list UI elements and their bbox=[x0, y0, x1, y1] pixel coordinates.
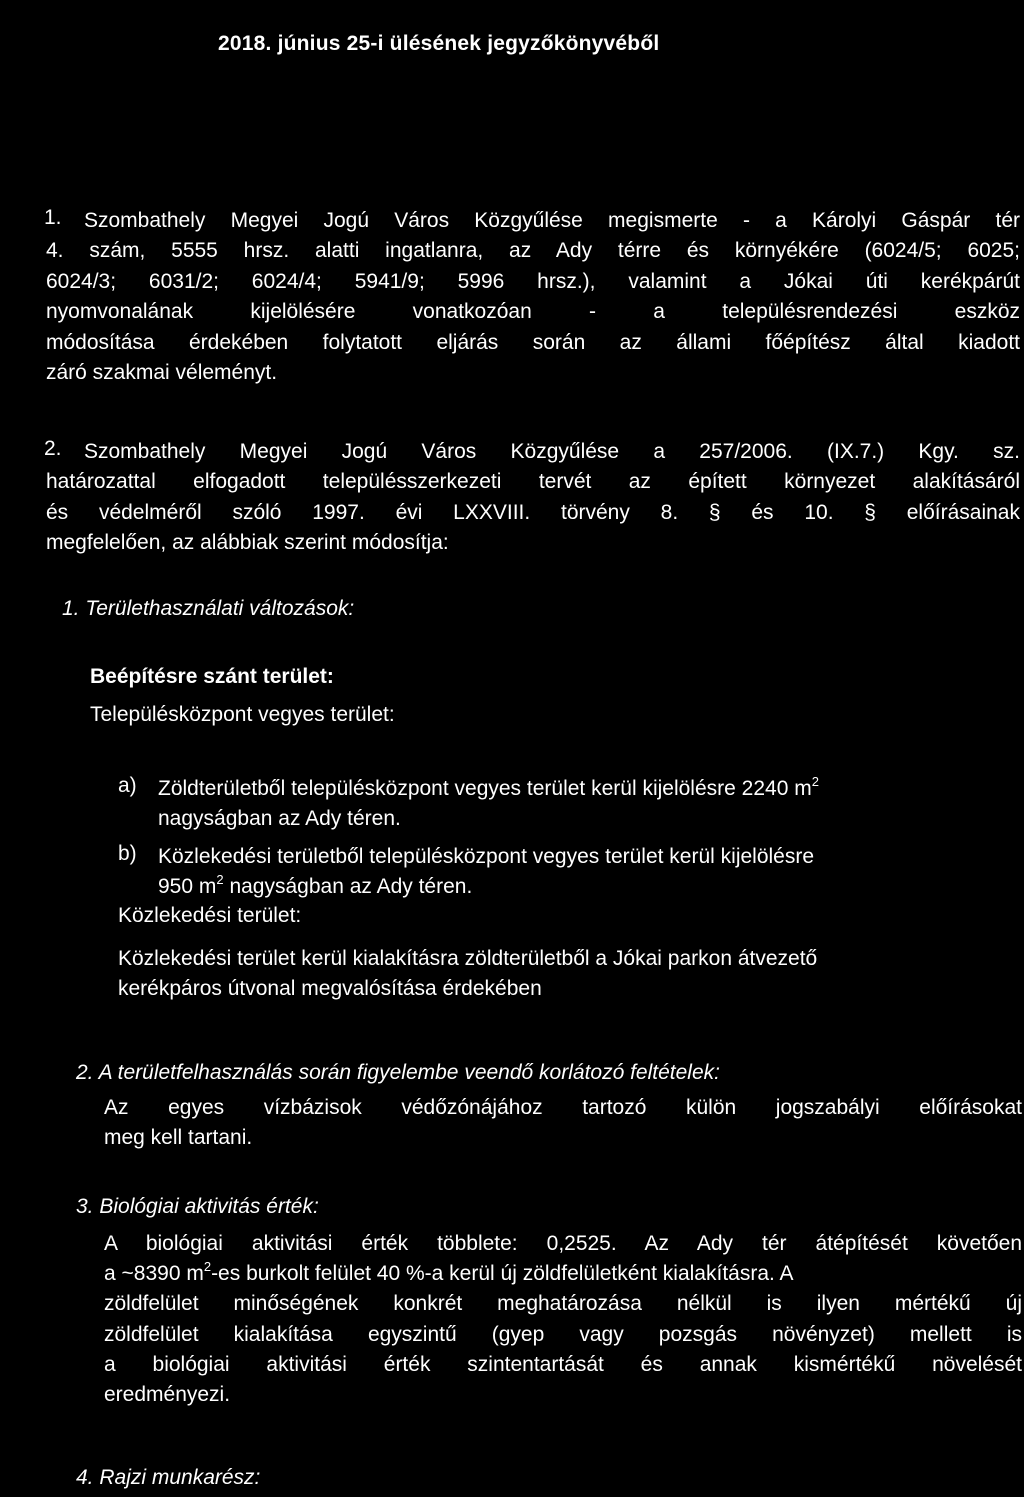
section-3-line: zöldfelület minőségének konkrét meghatározása nélkül is ilyen mértékű új bbox=[104, 1292, 1022, 1316]
paragraph-1-line: 4. szám, 5555 hrsz. alatti ingatlanra, az Ady térre és környékére (6024/5; 6025; bbox=[46, 239, 1020, 262]
paragraph-2-body bbox=[46, 467, 1020, 559]
section-3-line: a biológiai aktivitási érték szintentartását és annak kismértékű növelését bbox=[104, 1352, 1022, 1376]
section-1-heading: 1. Területhasználati változások: bbox=[62, 597, 355, 620]
document-title: 2018. június 25-i ülésének jegyzőkönyvéből bbox=[218, 32, 660, 55]
paragraph-2-line: határozattal elfogadott településszerkezeti tervét az épített környezet alakításáról bbox=[46, 470, 1020, 493]
item-a-line1: Zöldterületből településközpont vegyes terület kerül kijelölésre 2240 m bbox=[158, 777, 812, 800]
section-2-line1: Az egyes vízbázisok védőzónájához tartozó külön jogszabályi előírásokat bbox=[104, 1096, 1022, 1119]
section-2-text bbox=[104, 1093, 1022, 1153]
section-3-text bbox=[104, 1229, 1022, 1410]
paragraph-2 bbox=[84, 437, 1020, 467]
paragraph-1-line: módosítása érdekében folytatott eljárás során az állami főépítész által kiadott bbox=[46, 330, 1020, 354]
paragraph-1-line: 6024/3; 6031/2; 6024/4; 5941/9; 5996 hrsz.), valamint a Jókai úti kerékpárút bbox=[46, 269, 1020, 293]
paragraph-1-line: Szombathely Megyei Jogú Város Közgyűlése megismerte - a Károlyi Gáspár tér bbox=[84, 209, 1020, 232]
item-b-text bbox=[158, 842, 1022, 902]
traffic-line2: kerékpáros útvonal megvalósítása érdekében bbox=[118, 977, 542, 1000]
traffic-line1: Közlekedési terület kerül kialakításra zöldterületből a Jókai parkon átvezető bbox=[118, 947, 818, 970]
section-1-subheading: Beépítésre szánt terület: bbox=[90, 665, 334, 688]
section-3-line: A biológiai aktivitási érték többlete: 0,2525. Az Ady tér átépítését követően bbox=[104, 1232, 1022, 1255]
paragraph-2-line: Szombathely Megyei Jogú Város Közgyűlése a 257/2006. (IX.7.) Kgy. sz. bbox=[84, 440, 1020, 463]
section-3-heading: 3. Biológiai aktivitás érték: bbox=[76, 1195, 319, 1218]
superscript: 2 bbox=[811, 774, 819, 789]
superscript: 2 bbox=[203, 1259, 212, 1275]
section-3-line bbox=[104, 1259, 1022, 1289]
paragraph-2-number: 2. bbox=[44, 437, 62, 460]
item-b-line1: Közlekedési területből településközpont vegyes terület kerül kijelölésre bbox=[158, 845, 815, 868]
paragraph-1-body bbox=[46, 236, 1020, 389]
paragraph-1 bbox=[84, 206, 1020, 236]
section-2-line2: meg kell tartani. bbox=[104, 1126, 253, 1149]
section-3-line2-rest: -es burkolt felület 40 %-a kerül új zöldfelületként kialakításra. A bbox=[211, 1262, 794, 1286]
section-3-line: zöldfelület kialakítása egyszintű (gyep vagy pozsgás növényzet) mellett is bbox=[104, 1322, 1022, 1346]
section-3-line: eredményezi. bbox=[104, 1383, 231, 1407]
item-b-line2: 950 m bbox=[158, 875, 217, 898]
traffic-area-heading: Közlekedési terület: bbox=[118, 904, 302, 927]
section-2-heading: 2. A területfelhasználás során figyelembe veendő korlátozó feltételek: bbox=[76, 1061, 720, 1084]
traffic-area-text bbox=[118, 944, 1022, 1004]
item-a-line2: nagyságban az Ady téren. bbox=[158, 807, 401, 830]
paragraph-2-line: és védelméről szóló 1997. évi LXXVIII. törvény 8. § és 10. § előírásainak bbox=[46, 500, 1020, 524]
item-a-label: a) bbox=[118, 774, 137, 797]
section-3-line2-start: a ~8390 m bbox=[104, 1262, 204, 1286]
paragraph-1-line: nyomvonalának kijelölésére vonatkozóan - a településrendezési eszköz bbox=[46, 300, 1020, 324]
paragraph-1-line: záró szakmai véleményt. bbox=[46, 361, 278, 385]
item-a-text bbox=[158, 774, 1022, 834]
section-4-heading: 4. Rajzi munkarész: bbox=[76, 1466, 261, 1489]
paragraph-2-line: megfelelően, az alábbiak szerint módosítja: bbox=[46, 531, 449, 555]
section-1-category: Településközpont vegyes terület: bbox=[90, 703, 395, 726]
superscript: 2 bbox=[216, 872, 224, 887]
item-b-label: b) bbox=[118, 842, 137, 865]
paragraph-1-number: 1. bbox=[44, 206, 62, 229]
item-b-line2-rest: nagyságban az Ady téren. bbox=[223, 875, 473, 898]
